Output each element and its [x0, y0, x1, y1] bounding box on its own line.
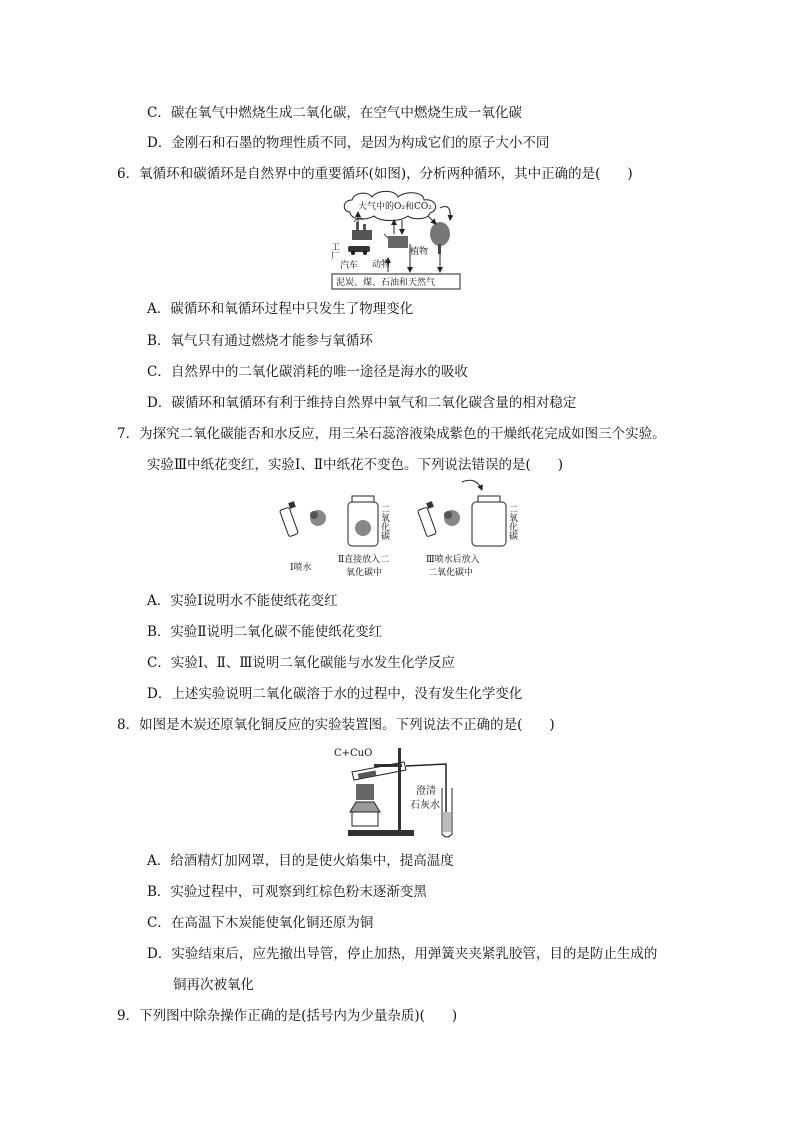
spray-bottle-1-icon: [280, 501, 299, 537]
q8-option-c: C．在高温下木炭能使氧化铜还原为铜: [147, 915, 374, 931]
question-8: 8．如图是木炭还原氧化铜反应的实验装置图。下列说法不正确的是( ): [117, 717, 555, 733]
q7-option-c: C．实验Ⅰ、Ⅱ、Ⅲ说明二氧化碳能与水发生化学反应: [147, 655, 455, 671]
q5-option-d: D．金刚石和石墨的物理性质不同，是因为构成它们的原子大小不同: [147, 135, 550, 151]
caption-1: Ⅰ喷水: [290, 563, 312, 573]
caption-2a: Ⅱ直接放入二: [338, 555, 390, 565]
limewater-tube-icon: [442, 788, 452, 837]
alcohol-lamp-icon: [350, 784, 380, 826]
limewater-label-a: 澄清: [416, 786, 436, 797]
q8-option-d: D．实验结束后，应先撤出导管，停止加热，用弹簧夹夹紧乳胶管，目的是防止生成的: [147, 946, 658, 962]
car-label: 汽车: [340, 261, 359, 271]
carbon-oxygen-cycle-figure: [328, 188, 468, 292]
q7-option-b: B．实验Ⅱ说明二氧化碳不能使纸花变红: [147, 624, 383, 640]
q8-option-b: B．实验过程中，可观察到红棕色粉末逐渐变黑: [147, 884, 427, 900]
q8-option-a: A．给酒精灯加网罩，目的是使火焰集中，提高温度: [147, 853, 454, 869]
q6-option-d: D．碳循环和氧循环有利于维持自然界中氧气和二氧化碳含量的相对稳定: [147, 395, 577, 411]
plant-label: 植物: [410, 247, 429, 257]
question-9: 9．下列图中除杂操作正确的是(括号内为少量杂质)( ): [117, 1008, 458, 1024]
caption-2b: 氧化碳中: [346, 568, 383, 578]
reagent-label: C+CuO: [334, 748, 373, 759]
spray-bottle-3-icon: [418, 501, 437, 537]
charcoal-reduction-apparatus-figure: [334, 742, 472, 842]
paper-flower-3-icon: [444, 510, 460, 526]
co2-label-3: 二氧化碳: [507, 504, 517, 540]
q5-option-c: C．碳在氧气中燃烧生成二氧化碳，在空气中燃烧生成一氧化碳: [147, 105, 522, 121]
jar-3-icon: [472, 496, 506, 546]
question-7: 7．为探究二氧化碳能否和水反应，用三朵石蕊溶液染成紫色的干燥纸花完成如图三个实验。: [117, 426, 666, 442]
co2-water-experiment-figure: [272, 478, 528, 584]
question-6: 6．氧循环和碳循环是自然界中的重要循环(如图)，分析两种循环，其中正确的是( ): [117, 166, 633, 182]
q6-option-a: A．碳循环和氧循环过程中只发生了物理变化: [147, 301, 414, 317]
q6-option-b: B．氧气只有通过燃烧才能参与氧循环: [147, 333, 373, 349]
q7-option-d: D．上述实验说明二氧化碳溶于水的过程中，没有发生化学变化: [147, 686, 523, 702]
question-7-cont: 实验Ⅲ中纸花变红，实验Ⅰ、Ⅱ中纸花不变色。下列说法错误的是( ): [147, 457, 564, 473]
animal-label: 动物: [372, 260, 391, 270]
car-icon: [348, 246, 370, 255]
caption-3b: 二氧化碳中: [428, 568, 474, 578]
paper-flower-1-icon: [310, 510, 326, 526]
caption-3a: Ⅲ喷水后放入: [426, 555, 480, 565]
jar-2-icon: [348, 496, 378, 546]
move-arrow-icon: [462, 480, 482, 490]
co2-label-2: 二氧化碳: [379, 504, 389, 540]
factory-label: 工厂: [329, 242, 339, 260]
factory-icon: [352, 218, 372, 240]
animal-icon: [384, 234, 408, 248]
plant-icon: [430, 222, 450, 254]
q6-option-c: C．自然界中的二氧化碳消耗的唯一途径是海水的吸收: [147, 364, 468, 380]
cloud-label: 大气中的O₂和CO₂: [358, 202, 432, 212]
limewater-label-b: 石灰水: [410, 800, 440, 811]
q7-option-a: A．实验Ⅰ说明水不能使纸花变红: [147, 593, 338, 609]
q8-option-d-cont: 铜再次被氧化: [173, 977, 254, 993]
fossil-fuel-label: 泥炭、煤、石油和天然气: [336, 278, 436, 288]
